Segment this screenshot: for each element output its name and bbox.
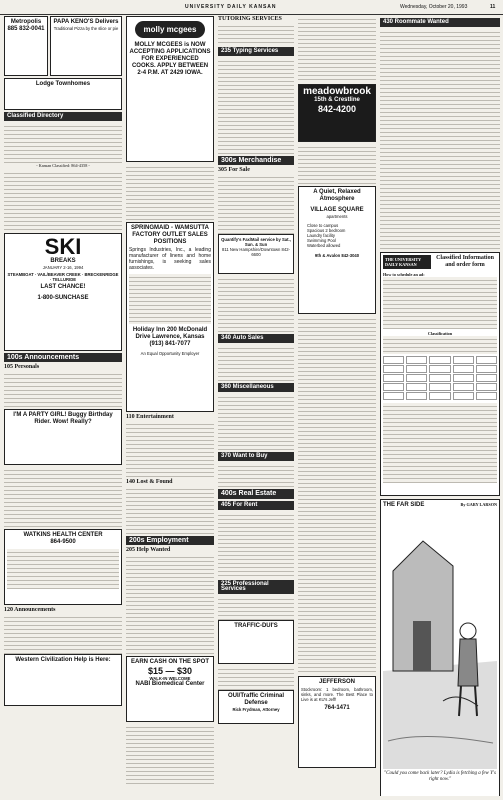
misc-banner: 360 Miscellaneous <box>218 383 294 392</box>
quantify-ad <box>218 234 294 274</box>
far-side-byline: By GARY LARSON <box>460 502 497 508</box>
col4-top-text <box>298 16 376 82</box>
jefferson-body: Stockroom: 1 bedroom, bathroom, sinks, and more. The Best Place to Live is at KU's Jeff! <box>301 687 373 703</box>
quantify-address: 811 New Hampshire/Downtown 842-6600 <box>222 247 290 258</box>
form-cell[interactable] <box>406 392 427 400</box>
order-form-title: Classified Information and order form <box>436 255 494 269</box>
employment-banner: 200s Employment <box>126 536 214 545</box>
column-4 <box>298 16 376 796</box>
metropolis-ad <box>4 16 48 76</box>
classified-policy-text <box>4 170 122 230</box>
earn-cash-ad <box>126 656 214 722</box>
form-cell[interactable] <box>429 383 450 391</box>
typing-text <box>218 58 294 154</box>
col4-listing-text <box>298 144 376 184</box>
roommate-text <box>380 29 500 249</box>
far-side-drawing <box>383 511 497 769</box>
entertainment-text <box>126 421 214 479</box>
amenity-item: Close to campus <box>307 223 339 229</box>
form-cell[interactable] <box>383 392 404 400</box>
earn-cash-amount: $15 — $30 <box>147 666 193 677</box>
kansan-logo: THE UNIVERSITY DAILY KANSAN <box>383 255 431 269</box>
earn-cash-title: EARN CASH ON THE SPOT <box>130 659 209 666</box>
announcements-120-heading: 120 Announcements <box>4 607 56 614</box>
western-civ-ad <box>4 654 122 706</box>
ski-last-chance: LAST CHANCE! <box>40 284 86 291</box>
amenity-item: Laundry facility <box>307 233 335 239</box>
order-form <box>380 252 500 496</box>
western-civ-title: Western Civilization Help is Here: <box>15 657 111 664</box>
column-3 <box>218 16 294 796</box>
want-to-buy-text <box>218 463 294 487</box>
molly-mcgees-headline: MOLLY MCGEES is NOW ACCEPTING APPLICATIONS FOR EXPERIENCED COOKS. APPLY BETWEEN 2-4 P.M. AT 2429 IOWA. <box>129 42 211 77</box>
party-girl-text: I'M A PARTY GIRL! Buggy Birthday Rider. Wow! Really? <box>13 412 113 426</box>
quantify-title: Quantify's Fax/Mail service by Sat., Sun. & Sun <box>221 237 291 248</box>
form-cell[interactable] <box>476 374 497 382</box>
amenity-item: Waterbed allowed <box>307 243 341 249</box>
springmaid-body: Springs Industries, Inc., a leading manufacturer of linens and home furnishings, is seeking sales associates. <box>129 247 211 271</box>
meadowbrook-ad <box>298 84 376 142</box>
village-tagline: A Quiet, Relaxed Atmosphere <box>313 189 361 202</box>
personals-heading: 105 Personals <box>4 364 40 371</box>
metropolis-text: Metropolis 885 832-0041 <box>7 19 45 32</box>
ski-subtitle: BREAKS <box>50 258 76 265</box>
jefferson-phone: 764-1471 <box>324 705 350 712</box>
column-5 <box>380 16 500 796</box>
order-form-instructions <box>383 277 497 329</box>
watkins-phone: 864-9500 <box>50 539 76 546</box>
village-square-ad <box>298 186 376 314</box>
issue-date: Wednesday, October 20, 1993 <box>400 4 468 10</box>
form-cell[interactable] <box>406 383 427 391</box>
for-sale-heading: 305 For Sale <box>218 167 250 174</box>
order-form-grid <box>383 356 497 400</box>
amenity-item: Swimming Pool <box>307 238 336 244</box>
watkins-ad <box>4 529 122 605</box>
help-wanted-heading: 205 Help Wanted <box>126 547 171 554</box>
village-amenities <box>307 223 367 248</box>
tutoring-text <box>218 23 294 45</box>
ski-breaks-ad <box>4 233 122 351</box>
entertainment-heading: 110 Entertainment <box>126 414 174 420</box>
auto-sales-banner: 340 Auto Sales <box>218 334 294 343</box>
roommate-banner: 430 Roommate Wanted <box>380 18 500 27</box>
form-cell[interactable] <box>476 365 497 373</box>
form-cell[interactable] <box>383 365 404 373</box>
ski-title: SKI <box>44 234 82 260</box>
classification-list <box>383 336 497 354</box>
meadowbrook-phone: 842-4200 <box>317 104 357 114</box>
ski-phone: 1-800-SUNCHASE <box>37 295 89 302</box>
form-cell[interactable] <box>453 356 474 364</box>
meadowbrook-address: 15th & Crestline <box>314 97 360 103</box>
for-sale-more-text <box>218 276 294 332</box>
form-cell[interactable] <box>383 374 404 382</box>
form-cell[interactable] <box>406 365 427 373</box>
nabi-name: NABI Biomedical Center <box>135 681 205 688</box>
traffic-dui-title: TRAFFIC-DUI'S <box>234 622 278 629</box>
watkins-title: WATKINS HEALTH CENTER <box>23 532 103 539</box>
want-to-buy-banner: 370 Want to Buy <box>218 452 294 461</box>
tutoring-heading: TUTORING SERVICES <box>218 16 282 22</box>
amenity-item: Spacious 2 bedroom <box>307 228 346 234</box>
traffic-dui-ad <box>218 620 294 664</box>
form-cell[interactable] <box>453 374 474 382</box>
professional-services-text <box>218 596 294 620</box>
oui-attorney: Rick Frydman, Attorney <box>232 706 280 712</box>
ski-locations: STEAMBOAT · VAIL/BEAVER CREEK · BRECKENRIDGE · TELLURIDE <box>7 272 119 283</box>
col2-listing-text <box>126 164 214 220</box>
watkins-hours <box>7 549 119 589</box>
professional-services-banner: 225 Professional Services <box>218 580 294 594</box>
col3-mid-text <box>218 666 294 690</box>
form-cell[interactable] <box>383 383 404 391</box>
form-cell[interactable] <box>476 383 497 391</box>
form-cell[interactable] <box>406 374 427 382</box>
ski-dates: JANUARY 2-16, 1994 <box>42 265 84 271</box>
order-form-fields <box>383 403 497 483</box>
page-header <box>0 0 503 15</box>
springmaid-ad <box>126 222 214 412</box>
springmaid-title: SPRINGMAID - WAMSUTTA FACTORY OUTLET SALES POSITIONS <box>131 225 209 245</box>
for-rent-text <box>218 512 294 578</box>
merchandise-banner: 300s Merchandise <box>218 156 294 165</box>
personals-more-text <box>4 467 122 527</box>
personals-text <box>4 371 122 409</box>
form-cell[interactable] <box>453 383 474 391</box>
form-cell[interactable] <box>429 374 450 382</box>
form-cell[interactable] <box>476 356 497 364</box>
earn-cash-walkin: WALK-IN WELCOME <box>149 676 191 682</box>
form-cell[interactable] <box>453 392 474 400</box>
far-side-title: THE FAR SIDE <box>383 502 425 509</box>
directory-listing <box>4 123 122 163</box>
lost-found-heading: 140 Lost & Found <box>126 479 173 485</box>
column-1 <box>4 16 122 796</box>
molly-mcgees-logo: molly mcgees <box>135 21 205 38</box>
village-address: 9th & Avalon 842-3040 <box>314 252 360 258</box>
page-number-right: 11 <box>490 4 496 10</box>
lodge-ad <box>4 78 122 110</box>
party-girl-ad <box>4 409 122 465</box>
jefferson-title: JEFFERSON <box>318 679 355 685</box>
papa-kenos-title: PAPA KENO'S Delivers <box>53 19 119 25</box>
help-wanted-text <box>126 554 214 654</box>
col4-rentals-text <box>298 316 376 674</box>
classified-directory-banner: Classified Directory <box>4 112 122 121</box>
far-side-cartoon <box>380 499 500 796</box>
form-cell[interactable] <box>429 356 450 364</box>
springmaid-eoe: An Equal Opportunity Employer <box>140 351 200 356</box>
form-cell[interactable] <box>453 365 474 373</box>
announcements-banner: 100s Announcements <box>4 353 122 362</box>
meadowbrook-title: meadowbrook <box>303 86 371 97</box>
directory-footer: - Kansan Classified: 864-4358 - <box>36 163 90 169</box>
for-rent-banner: 405 For Rent <box>218 501 294 510</box>
form-cell[interactable] <box>383 356 404 364</box>
announcements-120-text <box>4 614 122 654</box>
form-cell[interactable] <box>406 356 427 364</box>
misc-text <box>218 394 294 450</box>
real-estate-banner: 400s Real Estate <box>218 489 294 498</box>
village-title: VILLAGE SQUARE <box>310 207 364 213</box>
form-cell[interactable] <box>429 365 450 373</box>
column-2 <box>126 16 214 796</box>
classification-title: Classification <box>427 331 453 337</box>
papa-kenos-tagline: Traditional Pizza by the slice or pie <box>53 26 119 31</box>
oui-ad <box>218 690 294 724</box>
springmaid-details <box>129 274 211 324</box>
form-cell[interactable] <box>476 392 497 400</box>
molly-mcgees-ad <box>126 16 214 162</box>
masthead: UNIVERSITY DAILY KANSAN <box>185 4 277 10</box>
jefferson-ad <box>298 676 376 768</box>
village-subtitle: apartments <box>326 214 348 219</box>
papa-kenos-ad <box>50 16 122 76</box>
for-sale-text <box>218 174 294 234</box>
col2-bottom-text <box>126 724 214 784</box>
lost-found-text <box>126 486 214 534</box>
oui-title: OUI/Traffic Criminal Defense <box>227 692 284 706</box>
auto-sales-text <box>218 345 294 381</box>
far-side-caption: "Could you come back later? Lydia is fetching a few Y's right now." <box>384 771 496 783</box>
form-cell[interactable] <box>429 392 450 400</box>
order-form-howto: How to schedule an ad: <box>383 272 425 278</box>
typing-banner: 235 Typing Services <box>218 47 294 56</box>
lodge-title: Lodge Townhomes <box>35 81 91 87</box>
springmaid-address: Holiday Inn 200 McDonald Drive Lawrence, Kansas (913) 841-7077 <box>132 327 208 347</box>
